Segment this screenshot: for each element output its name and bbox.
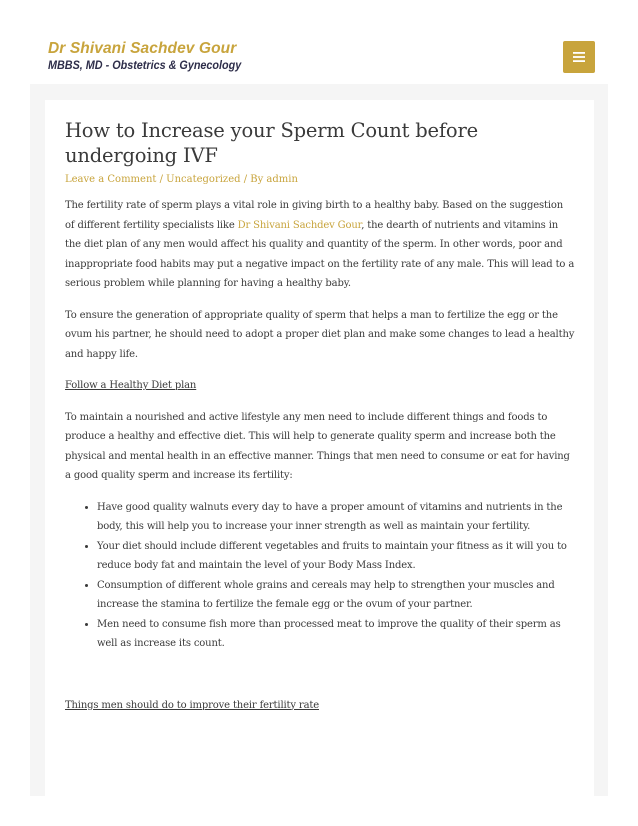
- paragraph-maintain: To maintain a nourished and active lifestyle any men need to include different things and foods to produce a healthy and effective diet. This will help to generate quality sperm and increase both the physical and mental health in an effective manner. Things that men need to consume or eat for having a good quality sperm and increase its fertility:: [65, 411, 570, 481]
- doctor-link[interactable]: Dr Shivani Sachdev Gour: [237, 219, 362, 231]
- post-meta: [65, 173, 575, 187]
- list-item: • Your diet should include different vegetables and fruits to maintain your fitness as it will you to reduce body fat and maintain the level of your Body Mass Index.: [97, 537, 575, 576]
- list-item: • Men need to consume fish more than processed meat to improve the quality of their sperm as well as increase its count.: [97, 615, 575, 654]
- article-title: How to Increase your Sperm Count before undergoing IVF: [65, 119, 478, 167]
- paragraph-intro: [65, 196, 575, 294]
- section-heading-diet: Follow a Healthy Diet plan: [65, 380, 197, 391]
- site-header: [0, 0, 638, 84]
- leave-comment-link[interactable]: Leave a Comment: [65, 174, 157, 185]
- site-logo[interactable]: [48, 41, 263, 71]
- paragraph-intro-start: The fertility rate of sperm plays a vital role in giving birth to a healthy baby. Based on the suggestion of different fertility specialists like: [65, 200, 564, 231]
- hamburger-menu-icon: [573, 52, 585, 62]
- article-body: [65, 118, 575, 715]
- meta-by: / By: [240, 174, 267, 185]
- article-card: [45, 100, 594, 796]
- meta-separator: /: [156, 174, 167, 185]
- list-item: • Consumption of different whole grains and cereals may help to strengthen your muscles and increase the stamina to fertilize the female egg or the ovum of your partner.: [97, 576, 575, 615]
- tips-list: [65, 498, 575, 654]
- section-heading-fertility: Things men should do to improve their fertility rate: [65, 699, 320, 711]
- logo-name: Dr Shivani Sachdev Gour: [48, 40, 237, 57]
- menu-toggle-button[interactable]: [563, 41, 595, 73]
- logo-subtitle: MBBS, MD - Obstetrics & Gynecology: [48, 57, 242, 72]
- paragraph-ensure: To ensure the generation of appropriate quality of sperm that helps a man to fertilize the egg or the ovum his partner, he should need to adopt a proper diet plan and make some changes to lead a healthy and happy life.: [65, 309, 575, 360]
- paragraph-intro-end: , the dearth of nutrients and vitamins in the diet plan of any men would affect his quality and quantity of the sperm. In other words, poor and inappropriate food habits may put a negative impact on the fertility rate of any male. This will lead to a serious problem while planning for having a healthy baby.: [65, 219, 575, 289]
- list-item: • Have good quality walnuts every day to have a proper amount of vitamins and nutrients in the body, this will help you to increase your inner strength as well as maintain your fertility.: [97, 498, 575, 537]
- category-link[interactable]: Uncategorized: [166, 174, 241, 185]
- author-link[interactable]: admin: [266, 174, 298, 185]
